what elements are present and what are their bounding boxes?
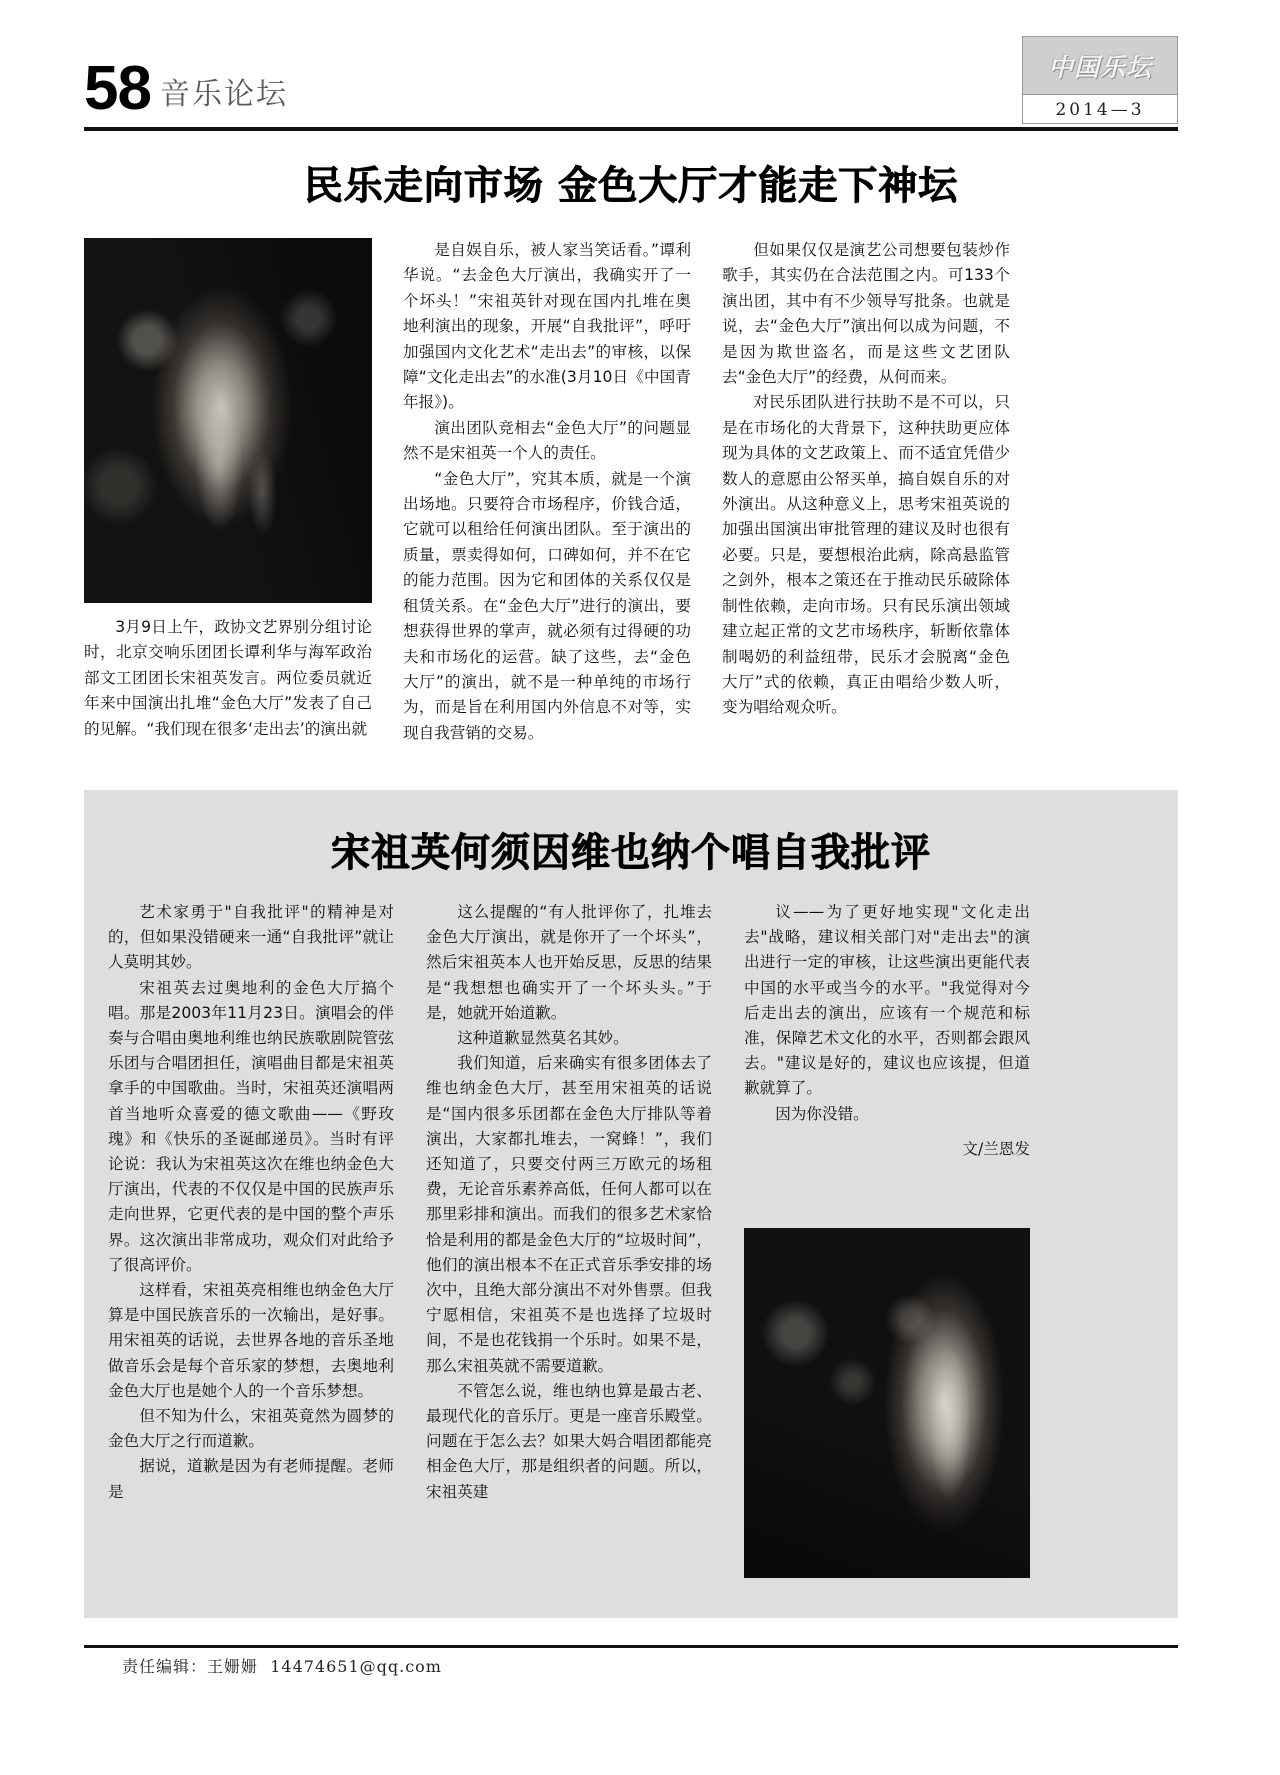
article-two	[84, 790, 1178, 1618]
article-one-columns	[84, 238, 1178, 818]
article-one-para: “金色大厅”，究其本质，就是一个演出场地。只要符合市场程序，价钱合适，它就可以租给任何演出团队。至于演出的质量，票卖得如何，口碑如何，并不在它的能力范围。因为它和团体的关系仅仅是租赁关系。在“金色大厅”进行的演出，要想获得世界的掌声，就必须有过得硬的功夫和市场化的运营。缺了这些，去“金色大厅”的演出，就不是一种单纯的市场行为，而是旨在利用国内外信息不对等，实现自我营销的交易。	[403, 469, 691, 742]
article-one-headline: 民乐走向市场 金色大厅才能走下神坛	[303, 163, 959, 209]
article-two-column-middle	[426, 900, 712, 1505]
article-two-para: 因为你没错。	[775, 1104, 869, 1123]
section-title: 音乐论坛	[160, 77, 288, 112]
article-two-para: 我们知道，后来确实有很多团体去了维也纳金色大厅，甚至用宋祖英的话说是“国内很多乐团都在金色大厅排队等着演出，大家都扎堆去，一窝蜂！”，我们还知道了，只要交付两三万欧元的场租费，无论音乐素养高低，任何人都可以在那里彩排和演出。而我们的很多艺术家恰恰是利用的都是金色大厅的“垃圾时间”，他们的演出根本不在正式音乐季安排的场次中，且绝大部分演出不对外售票。但我宁愿相信，宋祖英不是也选择了垃圾时间，不是也花钱捐一个乐时。如果不是，那么宋祖英就不需要道歉。	[426, 1054, 712, 1375]
article-two-para: 宋祖英去过奥地利的金色大厅搞个唱。那是2003年11月23日。演唱会的伴奏与合唱由奥地利维也纳民族歌剧院管弦乐团与合唱团担任，演唱曲目都是宋祖英拿手的中国歌曲。当时，宋祖英还演唱两首当地听众喜爱的德文歌曲——《野玫瑰》和《快乐的圣诞邮递员》。当时有评论说：我认为宋祖英这次在维也纳金色大厅演出，代表的不仅仅是中国的民族声乐走向世界，它更代表的是中国的整个声乐界。这次演出非常成功，观众们对此给予了很高评价。	[108, 978, 394, 1274]
article-two-para: 艺术家勇于"自我批评"的精神是对的，但如果没错硬来一通“自我批评”就让人莫明其妙。	[108, 903, 394, 972]
article-two-para: 这样看，宋祖英亮相维也纳金色大厅算是中国民族音乐的一次输出，是好事。用宋祖英的话说，去世界各地的音乐圣地做音乐会是每个音乐家的梦想，去奥地利金色大厅也是她个人的一个音乐梦想。	[108, 1281, 394, 1400]
article-one-column-left	[84, 238, 372, 742]
songzuying-photo	[744, 1228, 1030, 1578]
article-one-column-middle	[403, 238, 691, 746]
page-number: 58	[84, 54, 151, 123]
magazine-logo-box	[1022, 36, 1178, 124]
magazine-issue: 2014—3	[1055, 99, 1145, 120]
article-two-column-left	[108, 900, 394, 1505]
footer-divider	[84, 1645, 1178, 1648]
magazine-logo-text: 中国乐坛	[1047, 52, 1152, 82]
editor-email: 14474651@qq.com	[270, 1657, 442, 1676]
article-one-para: 对民乐团队进行扶助不是不可以，只是在市场化的大背景下，这种扶助更应体现为具体的文艺政策上、而不适宜凭借少数人的意愿由公帑买单，搞自娱自乐的对外演出。从这种意义上，思考宋祖英说的加强出国演出审批管理的建议及时也很有必要。只是，要想根治此病，除高悬监管之剑外，根本之策还在于推动民乐破除体制性依赖，走向市场。只有民乐演出领域建立起正常的文艺市场秩序，斩断依靠体制喝奶的利益纽带，民乐才会脱离“金色大厅”式的依赖，真正由唱给少数人听，变为唱给观众听。	[722, 393, 1010, 717]
article-two-column-right	[744, 900, 1030, 1162]
footer-editor-info	[122, 1654, 442, 1680]
article-two-para: 这种道歉显然莫名其妙。	[457, 1029, 629, 1048]
article-one	[84, 160, 1178, 818]
article-two-para: 但不知为什么，宋祖英竟然为圆梦的金色大厅之行而道歉。	[108, 1407, 394, 1451]
article-one-para: 演出团队竞相去“金色大厅”的问题显然不是宋祖英一个人的责任。	[403, 418, 691, 463]
article-two-para: 据说，道歉是因为有老师提醒。老师是	[108, 1457, 394, 1501]
editor-name: 王姗姗	[207, 1657, 259, 1676]
article-two-para: 议——为了更好地实现"文化走出去"战略，建议相关部门对"走出去"的演出进行一定的审核，让这些演出更能代表中国的水平或当今的水平。"我觉得对今后走出去的演出，应该有一个规范和标准，保障艺术文化的水平，否则都会跟风去。"建议是好的，建议也应该提，但道歉就算了。	[744, 903, 1030, 1098]
magazine-logo-title	[1023, 37, 1177, 95]
article-one-para: 是自娱自乐，被人家当笑话看。”谭利华说。“去金色大厅演出，我确实开了一个坏头！”宋祖英针对现在国内扎堆在奥地利演出的现象，开展“自我批评”，呼吁加强国内文化艺术“走出去”的审核，以保障“文化走出去”的水准(3月10日《中国青年报》)。	[403, 241, 691, 412]
concert-photo	[84, 238, 372, 603]
article-one-column-right	[722, 238, 1010, 721]
header-divider	[84, 127, 1178, 131]
article-two-columns	[108, 900, 1154, 1600]
article-one-para: 但如果仅仅是演艺公司想要包装炒作歌手，其实仍在合法范围之内。可133个演出团，其中有不少领导写批条。也就是说，去“金色大厅”演出何以成为问题，不是因为欺世盗名，而是这些文艺团队去“金色大厅”的经费，从何而来。	[722, 241, 1010, 387]
article-two-byline: 文/兰恩发	[962, 1139, 1030, 1158]
article-two-headline: 宋祖英何须因维也纳个唱自我批评	[330, 830, 931, 876]
editor-label: 责任编辑：	[122, 1657, 208, 1676]
article-one-para: 3月9日上午，政协文艺界别分组讨论时，北京交响乐团团长谭利华与海军政治部文工团团长宋祖英发言。两位委员就近年来中国演出扎堆“金色大厅”发表了自己的见解。“我们现在很多‘走出去’的演出就	[84, 618, 372, 738]
article-two-para: 这么提醒的“有人批评你了，扎堆去金色大厅演出，就是你开了一个坏头”，然后宋祖英本人也开始反思，反思的结果是“我想想也确实开了一个坏头头。”于是，她就开始道歉。	[426, 903, 712, 1022]
article-two-para: 不管怎么说，维也纳也算是最古老、最现代化的音乐厅。更是一座音乐殿堂。问题在于怎么去？如果大妈合唱团都能亮相金色大厅，那是组织者的问题。所以，宋祖英建	[426, 1381, 712, 1501]
page-header	[0, 0, 1280, 140]
